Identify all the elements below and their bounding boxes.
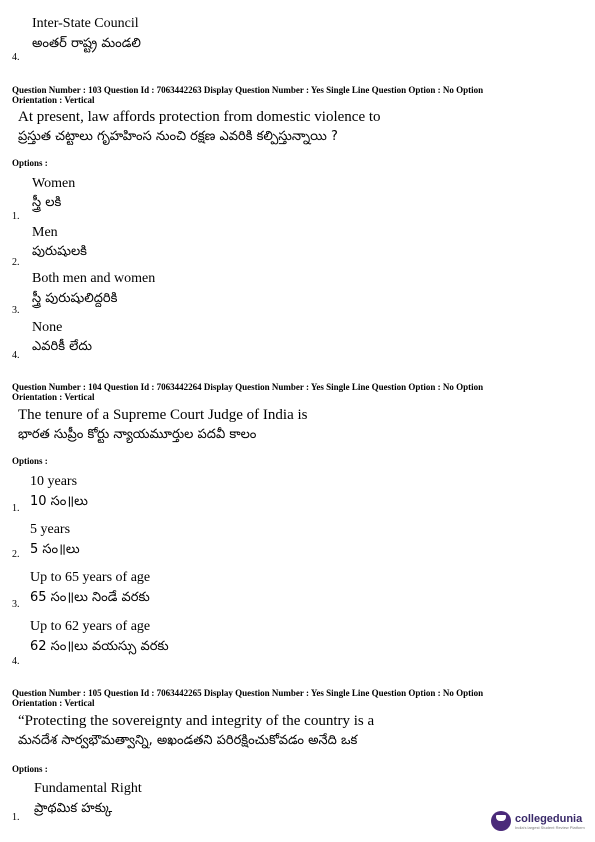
option-text-en: Up to 62 years of age bbox=[30, 619, 151, 634]
option-text-te: స్త్రీ లకి bbox=[32, 195, 62, 210]
logo-tagline: India's largest Student Review Platform bbox=[515, 824, 585, 830]
question-text-en: The tenure of a Supreme Court Judge of India is bbox=[18, 407, 308, 423]
option-text-en: Fundamental Right bbox=[34, 781, 142, 796]
option-text-te: స్త్రీ పురుషులిద్దరికి bbox=[32, 291, 118, 306]
option-text-te: 5 సం॥లు bbox=[30, 542, 80, 557]
question-meta-orientation: Orientation : Vertical bbox=[12, 392, 95, 402]
option-number: 2. bbox=[12, 549, 20, 560]
question-meta-orientation: Orientation : Vertical bbox=[12, 698, 95, 708]
option-text-en: None bbox=[32, 320, 63, 335]
option-number: 2. bbox=[12, 257, 20, 268]
question-meta: Question Number : 104 Question Id : 7063442264 Display Question Number : Yes Single Line Question Option : No Option bbox=[12, 382, 484, 392]
option-text-te: 10 సం॥లు bbox=[30, 494, 88, 509]
option-text-te: 65 సం॥లు నిండే వరకు bbox=[30, 590, 150, 605]
option-text-en: Women bbox=[32, 176, 76, 191]
question-text-en: “Protecting the sovereignty and integrity of the country is a bbox=[18, 713, 375, 729]
option-text-te: ఎవరికీ లేదు bbox=[32, 339, 93, 354]
option-number: 4. bbox=[12, 350, 20, 361]
option-number: 1. bbox=[12, 812, 20, 823]
options-label: Options : bbox=[12, 456, 48, 466]
option-number: 4. bbox=[12, 52, 20, 63]
option-text-te: అంతర్ రాష్ట్ర మండలి bbox=[32, 36, 141, 51]
option-text-en: Up to 65 years of age bbox=[30, 570, 151, 585]
option-number: 3. bbox=[12, 599, 20, 610]
option-text-en: Inter-State Council bbox=[32, 16, 139, 31]
option-number: 4. bbox=[12, 656, 20, 667]
logo-name: collegedunia bbox=[515, 812, 583, 825]
question-text-te: ప్రస్తుత చట్టాలు గృహహింస నుంచి రక్షణ ఎవరికి కల్పిస్తున్నాయి ? bbox=[18, 129, 338, 144]
option-text-te: ప్రాథమిక హక్కు bbox=[34, 801, 113, 816]
question-meta-orientation: Orientation : Vertical bbox=[12, 95, 95, 105]
options-label: Options : bbox=[12, 764, 48, 774]
graduation-cap-icon bbox=[491, 811, 511, 831]
question-text-en: At present, law affords protection from domestic violence to bbox=[18, 109, 381, 125]
option-text-en: 5 years bbox=[30, 522, 71, 537]
question-text-te: భారత సుప్రీం కోర్టు న్యాయమూర్తుల పదవీ కాలం bbox=[18, 427, 257, 442]
option-text-te: 62 సం॥లు వయస్సు వరకు bbox=[30, 639, 169, 654]
options-label: Options : bbox=[12, 158, 48, 168]
option-text-en: Both men and women bbox=[32, 271, 156, 286]
option-text-te: పురుషులకి bbox=[32, 244, 87, 259]
question-meta: Question Number : 103 Question Id : 7063442263 Display Question Number : Yes Single Line Question Option : No Option bbox=[12, 85, 484, 95]
option-number: 3. bbox=[12, 305, 20, 316]
question-text-te: మనదేశ సార్వభౌమత్వాన్ని, అఖండతని పరిరక్షించుకోవడం అనేది ఒక bbox=[18, 733, 358, 748]
option-number: 1. bbox=[12, 211, 20, 222]
question-meta: Question Number : 105 Question Id : 7063442265 Display Question Number : Yes Single Line Question Option : No Option bbox=[12, 688, 484, 698]
option-text-en: 10 years bbox=[30, 474, 78, 489]
option-text-en: Men bbox=[32, 225, 58, 240]
collegedunia-logo bbox=[491, 806, 587, 836]
option-number: 1. bbox=[12, 503, 20, 514]
